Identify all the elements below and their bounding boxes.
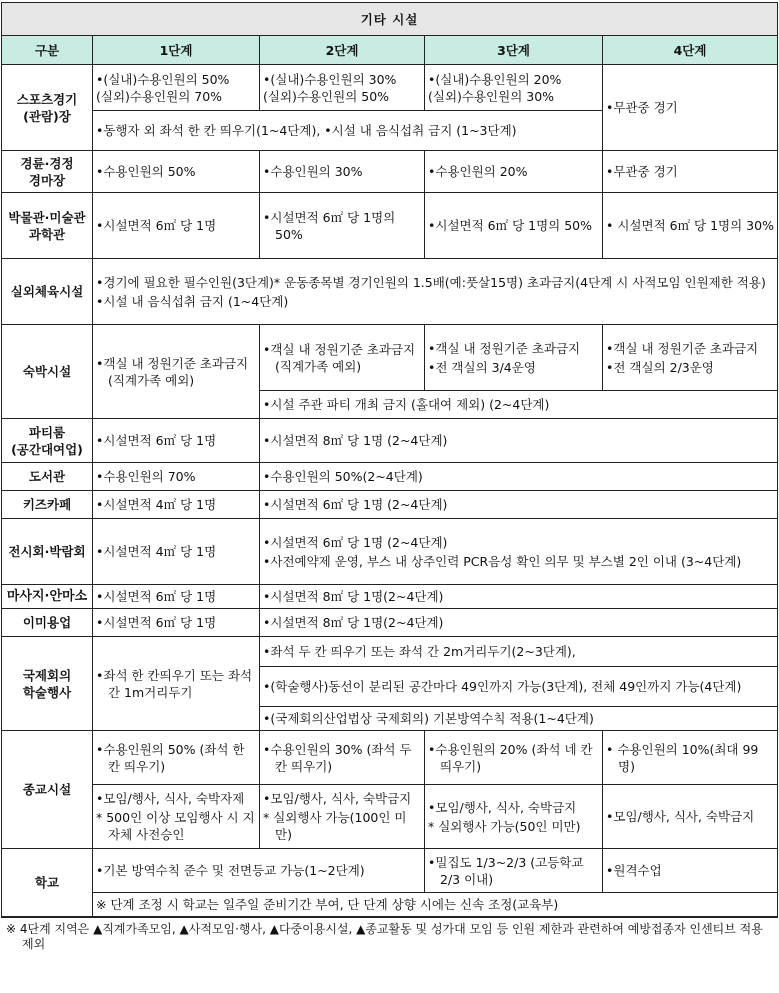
header-stage-3: 3단계 [425,36,603,65]
outdoor-all-stages: •경기에 필요한 필수인원(3단계)* 운동종목별 경기인원의 1.5배(예:풋살15명) 초과금지(4단계 시 사적모임 인원제한 적용) •시설 내 음식섭취 금지 (1~4단계) [93,259,778,325]
sports-stage-1: •(실내)수용인원의 50% (실외)수용인원의 70% [93,65,260,111]
museum-stage-2: •시설면적 6㎡ 당 1명의 50% [260,193,425,259]
beauty-stage-2-4: •시설면적 8㎡ 당 1명(2~4단계) [260,609,778,637]
conference-stage-1: •좌석 한 칸띄우기 또는 좌석 간 1m거리두기 [93,637,260,731]
conference-stage-2-4-b: •(학술행사)동선이 분리된 공간마다 49인까지 가능(3단계), 전체 49인까지 가능(4단계) [260,667,778,707]
school-note: ※ 단계 조정 시 학교는 일주일 준비기간 부여, 단 단계 상향 시에는 신속 조정(교육부) [93,893,778,917]
library-stage-2-4: •수용인원의 50%(2~4단계) [260,463,778,491]
lodging-stage-4: •객실 내 정원기준 초과금지 •전 객실의 2/3운영 [603,325,778,391]
religion-stage-3-a: •수용인원의 20% (좌석 네 칸 띄우기) [425,731,603,785]
category-library: 도서관 [2,463,93,491]
category-museum: 박물관·미술관 과학관 [2,193,93,259]
kids-stage-2-4: •시설면적 6㎡ 당 1명 (2~4단계) [260,491,778,519]
category-conference: 국제회의 학술행사 [2,637,93,731]
category-kids-cafe: 키즈카페 [2,491,93,519]
conference-stage-2-4-c: •(국제회의산업법상 국제회의) 기본방역수칙 적용(1~4단계) [260,707,778,731]
race-stage-3: •수용인원의 20% [425,151,603,193]
religion-stage-3-b: •모임/행사, 식사, 숙박금지 * 실외행사 가능(50인 미만) [425,785,603,849]
party-stage-1: •시설면적 6㎡ 당 1명 [93,419,260,463]
school-stage-1-2: •기본 방역수칙 준수 및 전면등교 가능(1~2단계) [93,849,425,893]
race-stage-4: •무관중 경기 [603,151,778,193]
expo-stage-1: •시설면적 4㎡ 당 1명 [93,519,260,585]
table-title: 기타 시설 [2,3,778,36]
footnote: ※ 4단계 지역은 ▲직계가족모임, ▲사적모임·행사, ▲다중이용시설, ▲종교활동 및 성가대 모임 등 인원 제한과 관련하여 예방접종자 인센티브 적용 제외 [6,921,763,951]
header-stage-1: 1단계 [93,36,260,65]
category-religion: 종교시설 [2,731,93,849]
category-beauty: 이미용업 [2,609,93,637]
category-party-room: 파티룸 (공간대여업) [2,419,93,463]
conference-stage-2-4-a: •좌석 두 칸 띄우기 또는 좌석 간 2m거리두기(2~3단계), [260,637,778,667]
race-stage-2: •수용인원의 30% [260,151,425,193]
religion-stage-2-a: •수용인원의 30% (좌석 두 칸 띄우기) [260,731,425,785]
religion-stage-4-a: • 수용인원의 10%(최대 99명) [603,731,778,785]
party-stage-2-4: •시설면적 8㎡ 당 1명 (2~4단계) [260,419,778,463]
category-race: 경륜·경정 경마장 [2,151,93,193]
museum-stage-1: •시설면적 6㎡ 당 1명 [93,193,260,259]
category-school: 학교 [2,849,93,917]
school-stage-4: •원격수업 [603,849,778,893]
religion-stage-4-b: •모임/행사, 식사, 숙박금지 [603,785,778,849]
header-stage-2: 2단계 [260,36,425,65]
header-category: 구분 [2,36,93,65]
religion-stage-1-a: •수용인원의 50% (좌석 한 칸 띄우기) [93,731,260,785]
massage-stage-1: •시설면적 6㎡ 당 1명 [93,585,260,609]
massage-stage-2-4: •시설면적 8㎡ 당 1명(2~4단계) [260,585,778,609]
museum-stage-3: •시설면적 6㎡ 당 1명의 50% [425,193,603,259]
category-outdoor-sports: 실외체육시설 [2,259,93,325]
facility-rules-table [1,2,778,918]
sports-stage-4: •무관중 경기 [603,65,778,151]
race-stage-1: •수용인원의 50% [93,151,260,193]
religion-stage-1-b: •모임/행사, 식사, 숙박자제 * 500인 이상 모임행사 시 지자체 사전승인 [93,785,260,849]
lodging-stage-3: •객실 내 정원기준 초과금지 •전 객실의 3/4운영 [425,325,603,391]
expo-stage-2-4: •시설면적 6㎡ 당 1명 (2~4단계) •사전예약제 운영, 부스 내 상주인력 PCR음성 확인 의무 및 부스별 2인 이내 (3~4단계) [260,519,778,585]
sports-stage-3: •(실내)수용인원의 20% (실외)수용인원의 30% [425,65,603,111]
school-stage-3: •밀집도 1/3~2/3 (고등학교 2/3 이내) [425,849,603,893]
category-lodging: 숙박시설 [2,325,93,419]
library-stage-1: •수용인원의 70% [93,463,260,491]
category-sports: 스포츠경기 (관람)장 [2,65,93,151]
lodging-common: •시설 주관 파티 개최 금지 (홀대여 제외) (2~4단계) [260,391,778,419]
lodging-stage-2: •객실 내 정원기준 초과금지(직계가족 예외) [260,325,425,391]
museum-stage-4: • 시설면적 6㎡ 당 1명의 30% [603,193,778,259]
category-expo: 전시회·박람회 [2,519,93,585]
category-massage: 마사지·안마소 [2,585,93,609]
header-stage-4: 4단계 [603,36,778,65]
sports-common: •동행자 외 좌석 한 칸 띄우기(1~4단계), •시설 내 음식섭취 금지 (1~3단계) [93,111,603,151]
kids-stage-1: •시설면적 4㎡ 당 1명 [93,491,260,519]
sports-stage-2: •(실내)수용인원의 30% (실외)수용인원의 50% [260,65,425,111]
religion-stage-2-b: •모임/행사, 식사, 숙박금지 * 실외행사 가능(100인 미만) [260,785,425,849]
lodging-stage-1: •객실 내 정원기준 초과금지(직계가족 예외) [93,325,260,419]
beauty-stage-1: •시설면적 6㎡ 당 1명 [93,609,260,637]
